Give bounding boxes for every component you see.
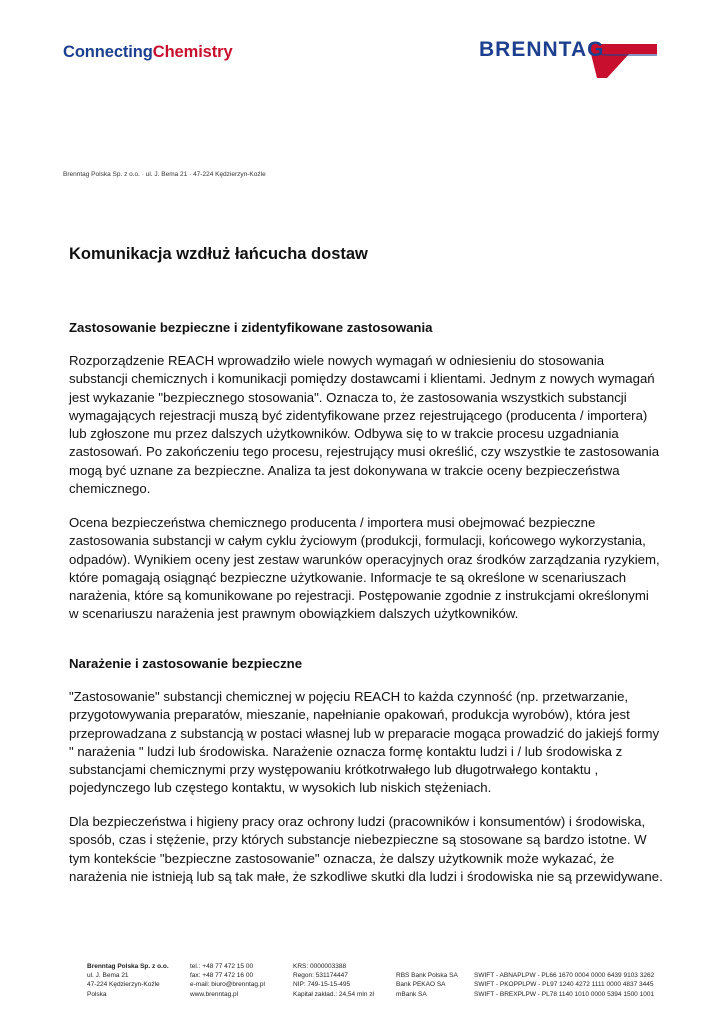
footer-registry (293, 962, 374, 999)
footer-swift (474, 971, 654, 999)
footer-nip: NIP: 749-15-15-495 (293, 981, 351, 989)
text-line: przeprowadzana z substancją w postaci własnej lub w preparacie mogąca prowadzić do jakiejś formy (69, 725, 660, 741)
text-line: odpadów). Wynikiem oceny jest zestaw warunków operacyjnych oraz środków zarządzania ryzykiem, (69, 551, 660, 567)
document-title: Komunikacja wzdłuż łańcucha dostaw (69, 245, 368, 263)
text-line: które pomagają osiągnąć bezpieczne użytkowanie. Informacje te są określone w scenariuszach (69, 569, 627, 585)
footer-company-street: ul. J. Bema 21 (87, 972, 129, 980)
connecting-chemistry-logo (63, 43, 233, 62)
footer-krs: KRS: 0000003388 (293, 963, 347, 970)
footer-fax: fax: +48 77 472 16 00 (190, 972, 254, 980)
text-line: substancji chemicznych i komunikacji pomiędzy dostawcami i klientami. Jednym z nowych wymagań (69, 371, 655, 387)
footer-company-city: 47-224 Kędzierzyn-Koźle (87, 981, 160, 989)
footer-swift-line: SWIFT - ABNAPLPW - PL66 1670 0004 0000 6439 9103 3262 (474, 972, 655, 980)
section1-paragraph2 (69, 514, 709, 624)
text-line: " narażenia " ludzi lub środowiska. Narażenie oznacza formę kontaktu ludzi i / lub środowiska z (69, 743, 623, 759)
text-line: narażenia nie istnieją lub są tak małe, że szkodliwe skutki dla ludzi i środowiska nie są przewidywane. (69, 868, 663, 884)
footer-tel: tel.: +48 77 472 15 00 (190, 963, 254, 970)
section2-paragraph1 (69, 688, 709, 798)
text-line: Rozporządzenie REACH wprowadziło wiele nowych wymagań w odniesieniu do stosowania (69, 353, 605, 368)
text-line: narażenia, które są komunikowane po rejestracji. Postępowanie zgodnie z instrukcjami określonymi (69, 588, 649, 604)
text-line: mogą być uznane za bezpieczne. Analiza ta jest dokonywana w trakcie oceny bezpieczeństwa (69, 462, 620, 478)
text-line: zastosowań. Po zakończeniu tego procesu, rejestrujący musi określić, czy wszystkie te zastosowania (69, 444, 660, 460)
text-line: Ocena bezpieczeństwa chemicznego producenta / importera musi obejmować bezpieczne (69, 515, 596, 530)
logo-text-chemistry: Chemistry (152, 43, 233, 61)
text-line: lub zgłoszone mu przez dalszych użytkowników. Odbywa się to w trakcie procesu uzgadniania (69, 426, 619, 442)
footer-company-country: Polska (87, 990, 107, 998)
text-line: zastosowania substancji w całym cyklu życiowym (produkcji, formulacji, końcowego wykorzystania, (69, 533, 646, 549)
text-line: sposób, czas i stężenie, przy których substancje niebezpieczne są stosowane są bardzo istotne. W (69, 832, 647, 848)
footer-regon: Regon: 531174447 (293, 972, 348, 980)
sender-address-line: Brenntag Polska Sp. z o.o. · ul. J. Bema 21 · 47-224 Kędzierzyn-Koźle (63, 171, 266, 178)
section1-heading: Zastosowanie bezpieczne i zidentyfikowane zastosowania (69, 320, 433, 335)
footer-swift-line: SWIFT - BREXPLPW - PL78 1140 1010 0000 5394 1500 1001 (474, 990, 655, 998)
text-line: w scenariuszu narażenia jest prawnym obowiązkiem dalszych użytkowników. (69, 606, 519, 622)
section2-heading: Narażenie i zastosowanie bezpieczne (69, 656, 303, 671)
text-line: chemicznego. (69, 481, 151, 497)
footer-company-name: Brenntag Polska Sp. z o.o. (87, 963, 169, 970)
footer-swift-line: SWIFT - PKOPPLPW - PL97 1240 4272 1111 0000 4837 3445 (474, 981, 654, 989)
footer-company (87, 962, 169, 999)
footer-capital: Kapitał zakład.: 24,54 mln zł (293, 990, 374, 998)
text-line: "Zastosowanie" substancji chemicznej w pojęciu REACH to każda czynność (np. przetwarzanie, (69, 689, 629, 704)
footer-banks (396, 971, 458, 999)
footer-contact (190, 962, 265, 999)
text-line: jest wykazanie "bezpiecznego stosowania". Oznacza to, że zastosowania wszystkich substancji (69, 389, 627, 405)
text-line: tym kontekście "bezpieczne zastosowanie" oznacza, że dalszy użytkownik może wykazać, że (69, 850, 615, 866)
footer-email: e-mail: biuro@brenntag.pl (190, 981, 265, 989)
text-line: substancjami chemicznymi przy występowaniu krótkotrwałego lub długotrwałego kontaktu , (69, 762, 599, 778)
logo-text-connecting: Connecting (63, 43, 153, 61)
text-line: Dla bezpieczeństwa i higieny pracy oraz ochrony ludzi (pracowników i konsumentów) i środowiska, (69, 814, 646, 829)
section1-paragraph1 (69, 352, 709, 498)
text-line: wymagających rejestracji muszą być zidentyfikowane przez rejestrującego (producenta / importera) (69, 407, 648, 423)
footer-web: www.brenntag.pl (190, 990, 239, 998)
text-line: przygotowywania preparatów, mieszanie, napełnianie opakowań, produkcja wyrobów), która jest (69, 707, 630, 723)
footer-bank: Bank PEKAO SA (396, 981, 446, 989)
footer-bank: RBS Bank Polska SA (396, 972, 458, 980)
section2-paragraph2 (69, 813, 709, 886)
footer-bank: mBank SA (396, 990, 427, 998)
text-line: pojedynczego lub częstego kontaktu, w wysokich lub niskich stężeniach. (69, 780, 492, 796)
brenntag-logo-text: BRENNTAG (479, 38, 605, 61)
brenntag-logo (479, 38, 659, 78)
